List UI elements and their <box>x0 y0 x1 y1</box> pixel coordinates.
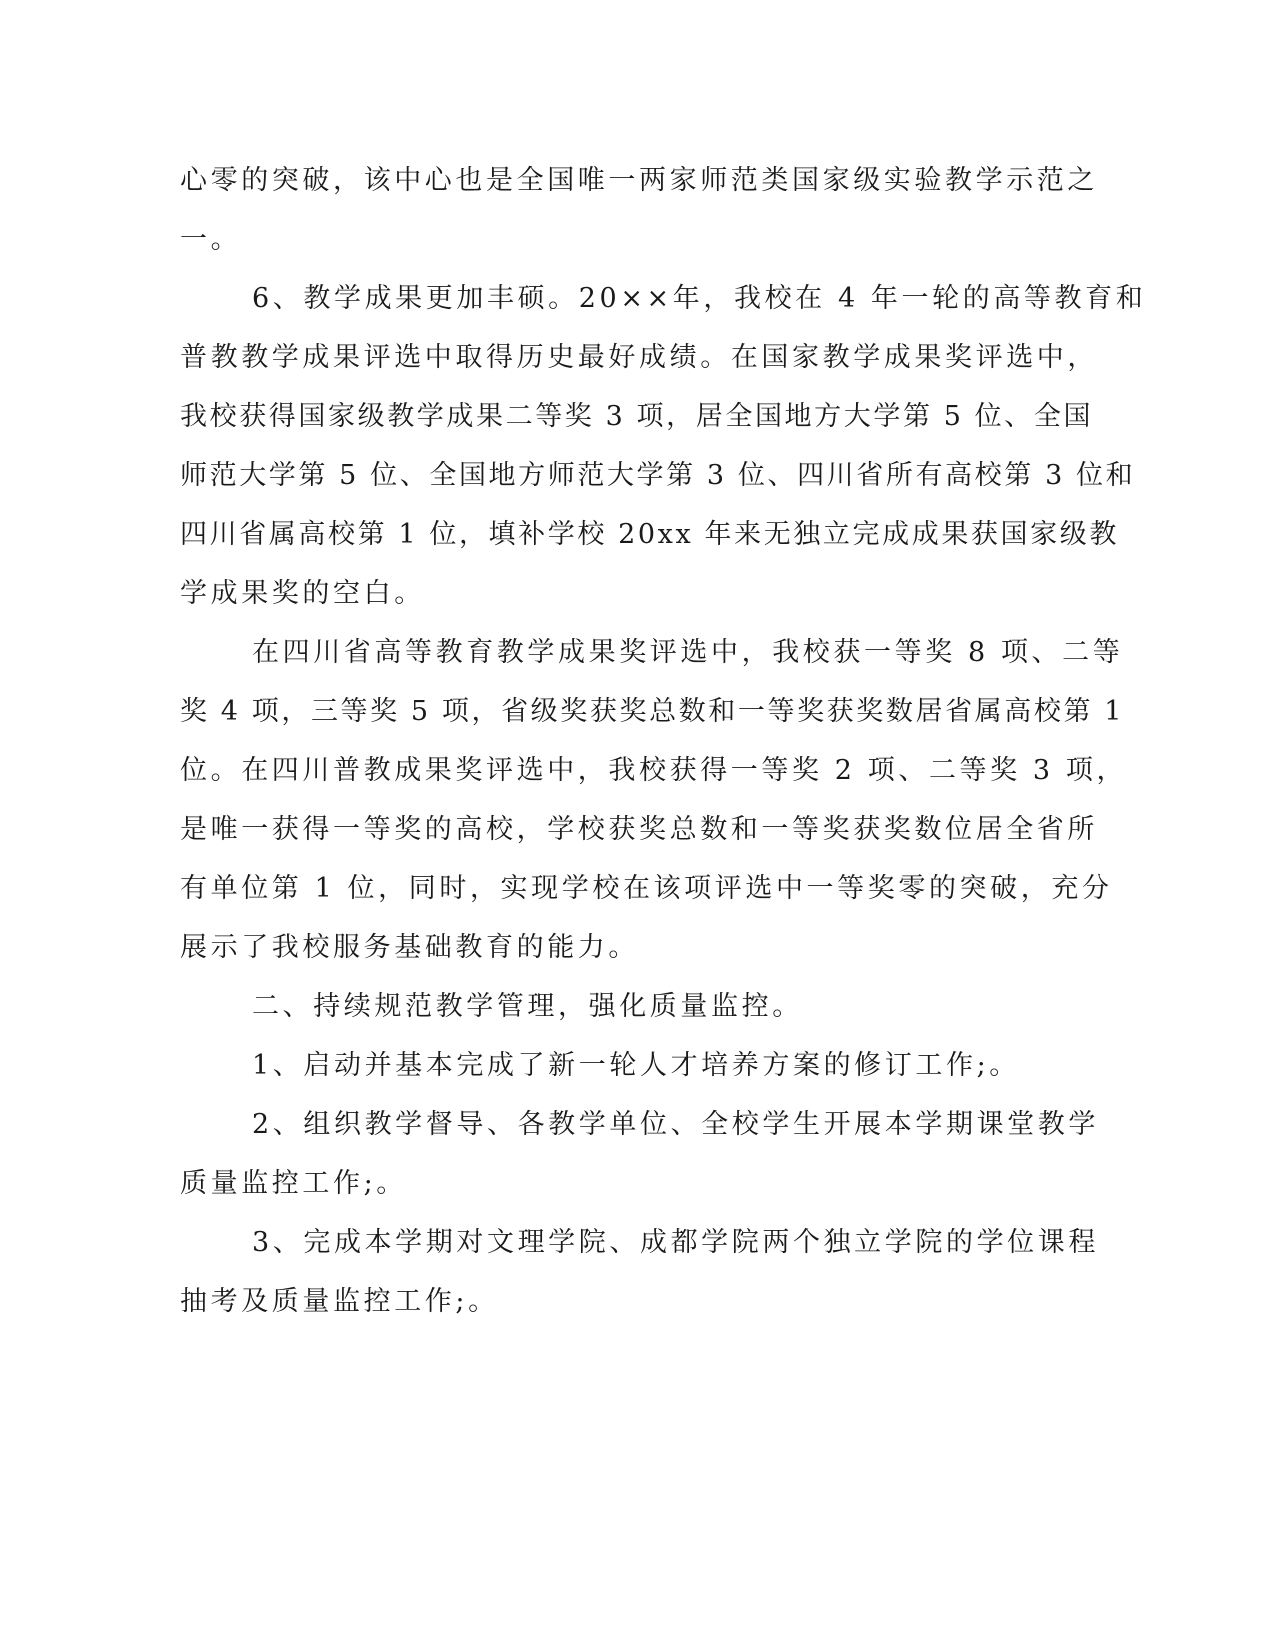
text-line-10: 奖 4 项，三等奖 5 项，省级奖获奖总数和一等奖获奖数居省属高校第 1 <box>180 696 1125 727</box>
text-line-2: 一。 <box>180 224 242 255</box>
text-line-3: 6、教学成果更加丰硕。20××年，我校在 4 年一轮的高等教育和 <box>252 283 1147 314</box>
text-line-14: 展示了我校服务基础教育的能力。 <box>180 932 639 963</box>
text-line-7: 四川省属高校第 1 位，填补学校 20xx 年来无独立完成成果获国家级教 <box>180 519 1119 550</box>
text-line-13: 有单位第 1 位，同时，实现学校在该项评选中一等奖零的突破，充分 <box>180 873 1113 904</box>
text-line-19: 3、完成本学期对文理学院、成都学院两个独立学院的学位课程 <box>252 1227 1099 1258</box>
text-line-5: 我校获得国家级教学成果二等奖 3 项，居全国地方大学第 5 位、全国 <box>180 401 1094 432</box>
text-line-9: 在四川省高等教育教学成果奖评选中，我校获一等奖 8 项、二等 <box>252 637 1124 668</box>
text-line-15: 二、持续规范教学管理，强化质量监控。 <box>252 991 803 1022</box>
text-line-11: 位。在四川普教成果奖评选中，我校获得一等奖 2 项、二等奖 3 项， <box>180 755 1128 786</box>
text-line-20: 抽考及质量监控工作;。 <box>180 1286 499 1317</box>
text-line-8: 学成果奖的空白。 <box>180 578 425 609</box>
text-line-16: 1、启动并基本完成了新一轮人才培养方案的修订工作;。 <box>252 1050 1020 1081</box>
text-line-1: 心零的突破，该中心也是全国唯一两家师范类国家级实验教学示范之 <box>180 165 1098 196</box>
text-line-18: 质量监控工作;。 <box>180 1168 407 1199</box>
text-line-4: 普教教学成果评选中取得历史最好成绩。在国家教学成果奖评选中， <box>180 342 1098 373</box>
text-line-6: 师范大学第 5 位、全国地方师范大学第 3 位、四川省所有高校第 3 位和 <box>180 460 1136 491</box>
text-line-12: 是唯一获得一等奖的高校，学校获奖总数和一等奖获奖数位居全省所 <box>180 814 1098 845</box>
text-line-17: 2、组织教学督导、各教学单位、全校学生开展本学期课堂教学 <box>252 1109 1099 1140</box>
